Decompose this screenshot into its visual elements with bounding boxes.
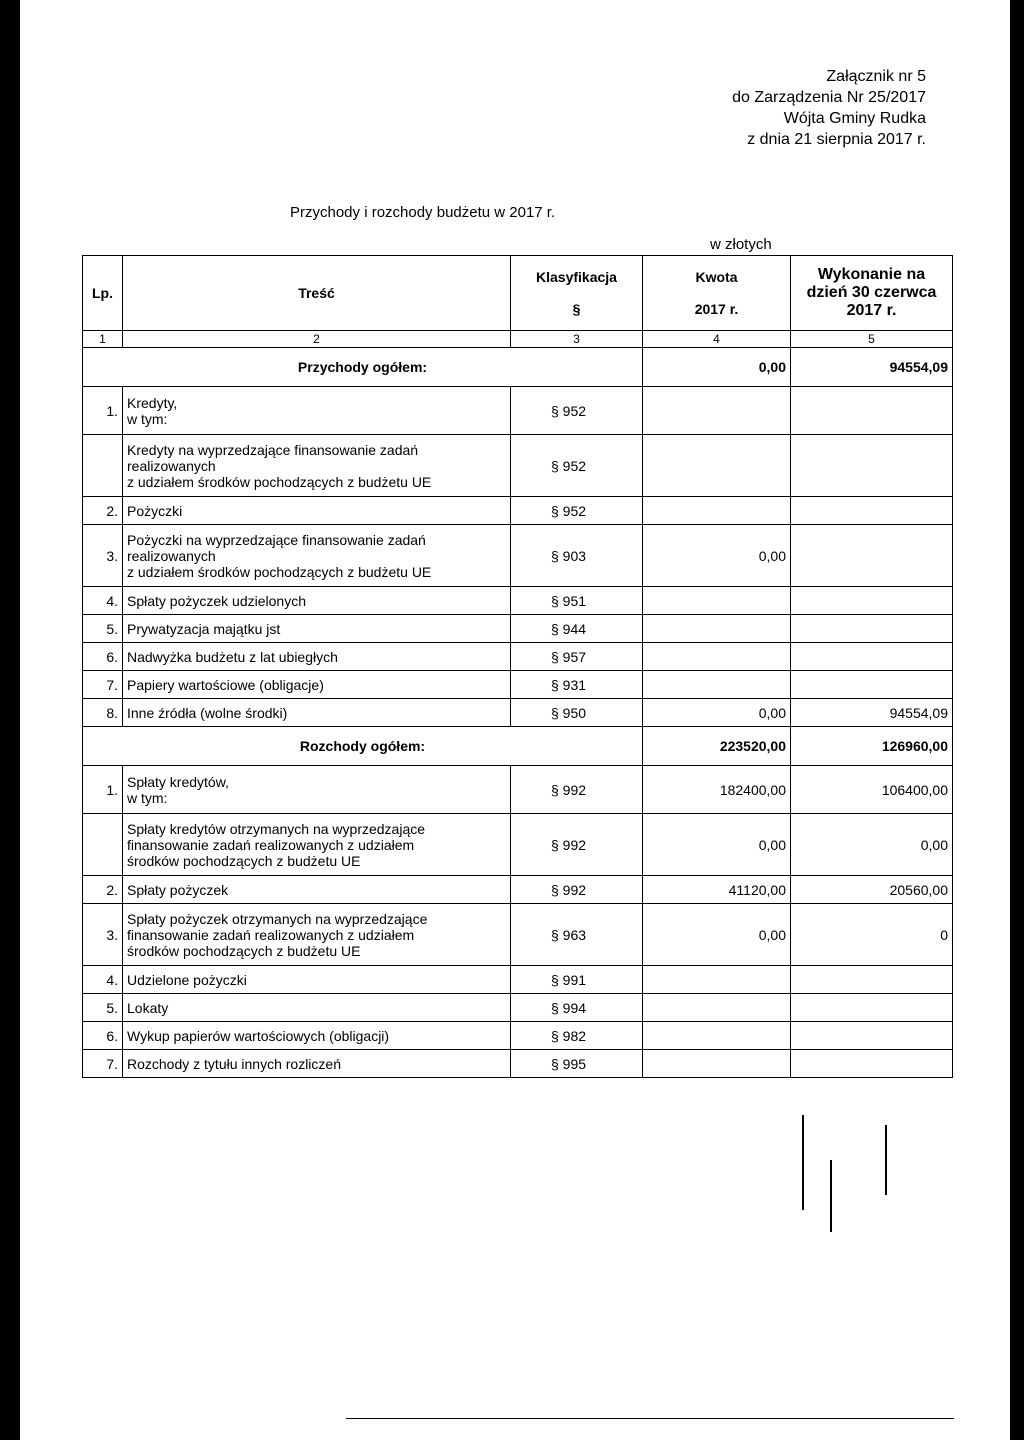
row-tresc-line: Spłaty pożyczek otrzymanych na wyprzedzające [127,910,428,927]
row-klasyfikacja: § 963 [511,904,643,966]
row-tresc-line: środków pochodzących z budżetu UE [127,942,361,959]
row-tresc-line: Wykup papierów wartościowych (obligacji) [127,1027,390,1044]
row-klasyfikacja: § 957 [511,643,643,671]
column-number: 4 [643,331,791,348]
row-kwota [643,387,791,435]
row-tresc [123,1022,511,1050]
row-tresc [123,587,511,615]
row-klasyfikacja: § 952 [511,435,643,497]
attachment-line: z dnia 21 sierpnia 2017 r. [747,131,926,148]
attachment-line: do Zarządzenia Nr 25/2017 [732,89,926,106]
przychody-total-wykonanie: 94554,09 [791,348,953,387]
row-klasyfikacja: § 995 [511,1050,643,1078]
rozchody-total-label: Rozchody ogółem: [83,727,643,766]
row-tresc-line: Kredyty, [127,394,178,411]
row-tresc-line: Papiery wartościowe (obligacje) [127,676,324,693]
row-tresc-line: Pożyczki na wyprzedzające finansowanie zadań [127,531,426,548]
row-tresc-line: z udziałem środków pochodzących z budżetu UE [127,473,432,490]
row-lp: 3. [83,904,123,966]
row-kwota [643,994,791,1022]
row-tresc [123,387,511,435]
row-tresc [123,615,511,643]
table-row [83,643,953,671]
rozchody-total-kwota: 223520,00 [643,727,791,766]
row-tresc-line: Prywatyzacja majątku jst [127,620,281,637]
row-lp: 1. [83,387,123,435]
row-lp: 5. [83,615,123,643]
row-tresc-line: w tym: [127,789,168,806]
row-kwota: 0,00 [643,699,791,727]
row-lp: 2. [83,876,123,904]
row-tresc-line: finansowanie zadań realizowanych z udziałem [127,926,415,943]
attachment-line: Wójta Gminy Rudka [783,110,926,127]
row-tresc [123,671,511,699]
przychody-total-kwota: 0,00 [643,348,791,387]
bottom-rule [346,1418,954,1419]
row-wykonanie [791,387,953,435]
row-tresc-line: Inne źródła (wolne środki) [127,704,288,721]
unit-label: w złotych [710,236,772,253]
attachment-note [732,66,926,150]
row-wykonanie [791,643,953,671]
row-tresc-line: środków pochodzących z budżetu UE [127,852,361,869]
rozchody-total-wykonanie: 126960,00 [791,727,953,766]
row-lp: 7. [83,671,123,699]
table-row [83,966,953,994]
row-lp: 4. [83,966,123,994]
row-kwota [643,497,791,525]
row-tresc-line: Kredyty na wyprzedzające finansowanie zadań [127,441,419,458]
row-tresc-line: Udzielone pożyczki [127,971,247,988]
table-row [83,904,953,966]
row-tresc [123,1050,511,1078]
row-kwota [643,1022,791,1050]
row-klasyfikacja: § 982 [511,1022,643,1050]
table-row [83,435,953,497]
row-kwota [643,587,791,615]
row-lp: 7. [83,1050,123,1078]
row-tresc [123,814,511,876]
table-row [83,876,953,904]
column-number-row [83,331,953,348]
row-lp: 6. [83,643,123,671]
row-wykonanie: 0,00 [791,814,953,876]
table-row [83,699,953,727]
row-lp: 3. [83,525,123,587]
row-kwota: 182400,00 [643,766,791,814]
row-tresc-line: Spłaty kredytów, [127,773,229,790]
row-klasyfikacja: § 991 [511,966,643,994]
table-row [83,615,953,643]
table-row [83,994,953,1022]
row-tresc-line: Spłaty pożyczek [127,881,229,898]
row-lp: 6. [83,1022,123,1050]
row-klasyfikacja: § 952 [511,497,643,525]
scan-edge-right [1010,0,1024,1440]
rozchody-total-row [83,727,953,766]
table-row [83,497,953,525]
table-row [83,671,953,699]
row-klasyfikacja: § 951 [511,587,643,615]
row-kwota [643,615,791,643]
signature-stroke [830,1160,832,1232]
row-kwota [643,643,791,671]
row-wykonanie [791,525,953,587]
row-kwota: 0,00 [643,904,791,966]
row-kwota [643,966,791,994]
header-kwota: Kwota 2017 r. [643,256,791,331]
row-tresc-line: w tym: [127,410,168,427]
row-tresc [123,876,511,904]
row-klasyfikacja: § 952 [511,387,643,435]
row-klasyfikacja: § 950 [511,699,643,727]
row-kwota [643,671,791,699]
table-row [83,587,953,615]
table-row [83,525,953,587]
row-lp: 1. [83,766,123,814]
budget-table [82,255,953,1078]
row-wykonanie [791,615,953,643]
row-tresc [123,643,511,671]
row-klasyfikacja: § 992 [511,814,643,876]
header-klasyfikacja: Klasyfikacja § [511,256,643,331]
row-tresc [123,497,511,525]
row-tresc-line: Lokaty [127,999,169,1016]
row-tresc [123,525,511,587]
table-row [83,766,953,814]
row-wykonanie [791,497,953,525]
row-kwota [643,435,791,497]
row-tresc-line: Spłaty pożyczek udzielonych [127,592,306,609]
row-klasyfikacja: § 992 [511,876,643,904]
column-number: 2 [123,331,511,348]
column-number: 1 [83,331,123,348]
table-row [83,814,953,876]
row-lp [83,435,123,497]
table-row [83,1050,953,1078]
row-wykonanie [791,1050,953,1078]
row-kwota: 41120,00 [643,876,791,904]
header-lp: Lp. [83,256,123,331]
row-kwota: 0,00 [643,525,791,587]
row-tresc-line: z udziałem środków pochodzących z budżetu UE [127,563,432,580]
table-row [83,387,953,435]
column-number: 5 [791,331,953,348]
row-tresc-line: realizowanych [127,457,216,474]
row-klasyfikacja: § 994 [511,994,643,1022]
row-tresc-line: Nadwyżka budżetu z lat ubiegłych [127,648,338,665]
row-wykonanie: 94554,09 [791,699,953,727]
row-lp: 5. [83,994,123,1022]
row-klasyfikacja: § 931 [511,671,643,699]
row-klasyfikacja: § 944 [511,615,643,643]
row-klasyfikacja: § 992 [511,766,643,814]
row-wykonanie [791,966,953,994]
attachment-line: Załącznik nr 5 [826,68,926,85]
row-tresc [123,904,511,966]
table-row [83,1022,953,1050]
row-wykonanie: 20560,00 [791,876,953,904]
scan-edge-left [0,0,20,1440]
row-kwota: 0,00 [643,814,791,876]
przychody-total-row [83,348,953,387]
row-tresc [123,966,511,994]
signature-stroke [885,1125,887,1195]
row-tresc-line: Pożyczki [127,502,183,519]
row-tresc [123,699,511,727]
przychody-total-label: Przychody ogółem: [83,348,643,387]
row-wykonanie [791,1022,953,1050]
row-wykonanie: 0 [791,904,953,966]
row-tresc [123,766,511,814]
header-tresc: Treść [123,256,511,331]
row-wykonanie [791,671,953,699]
row-klasyfikacja: § 903 [511,525,643,587]
row-wykonanie [791,435,953,497]
header-wykonanie: Wykonanie na dzień 30 czerwca 2017 r. [791,256,953,331]
row-kwota [643,1050,791,1078]
row-tresc [123,435,511,497]
row-wykonanie: 106400,00 [791,766,953,814]
row-wykonanie [791,994,953,1022]
row-lp: 8. [83,699,123,727]
row-tresc-line: Spłaty kredytów otrzymanych na wyprzedzające [127,820,426,837]
signature-stroke [802,1115,804,1210]
row-lp: 2. [83,497,123,525]
row-lp [83,814,123,876]
row-tresc [123,994,511,1022]
row-lp: 4. [83,587,123,615]
column-number: 3 [511,331,643,348]
row-tresc-line: finansowanie zadań realizowanych z udziałem [127,836,415,853]
row-tresc-line: Rozchody z tytułu innych rozliczeń [127,1055,341,1072]
document-title: Przychody i rozchody budżetu w 2017 r. [290,204,556,221]
row-wykonanie [791,587,953,615]
header-row [83,256,953,331]
row-tresc-line: realizowanych [127,547,216,564]
